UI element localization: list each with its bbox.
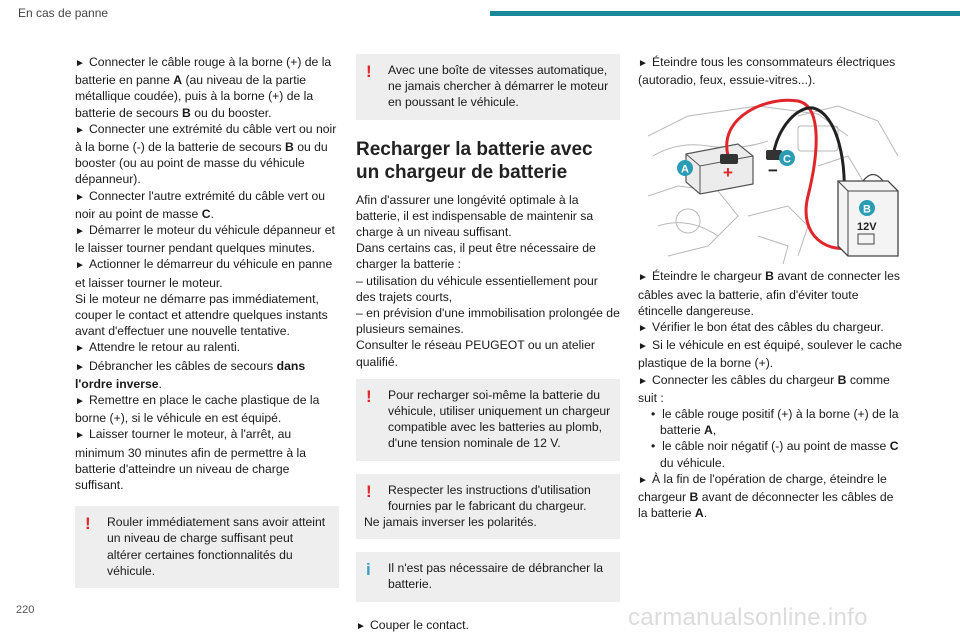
voltage-label: 12V [857, 221, 877, 233]
arrow-marker-icon: ► [75, 430, 85, 442]
warning-note-automatic: ! Avec une boîte de vitesses automatique, ne jamais chercher à démarrer le moteur en poussant le véhicule. [356, 54, 620, 120]
label-a: A [681, 163, 689, 176]
step-crank: ► Actionner le démarreur du véhicule en panne et laisser tourner le moteur. [75, 257, 333, 290]
label-b: B [863, 203, 871, 216]
step-connect-ground: ► Connecter l'autre extrémité du câble vert ou noir au point de masse C. [75, 188, 326, 221]
arrow-marker-icon: ► [75, 361, 85, 373]
text-retry: Si le moteur ne démarre pas immédiatement, couper le contact et attendre quelques instants avant d'effectuer une nouvelle tentative. [75, 291, 328, 339]
section-title: En cas de panne [18, 6, 109, 20]
text-intro: Afin d'assurer une longévité optimale à la batterie, il est indispensable de maintenir sa charge à un niveau suffisant. [356, 192, 594, 240]
step-start-helper: ► Démarrer le moteur du véhicule dépanneur et le laisser tourner pendant quelques minutes. [75, 223, 335, 256]
arrow-marker-icon: ► [638, 341, 648, 353]
arrow-marker-icon: ► [638, 58, 648, 69]
arrow-marker-icon: ► [638, 272, 648, 284]
vehicle-battery-icon [686, 144, 753, 194]
step-lift-cover: ► Si le véhicule en est équipé, soulever le cache plastique de la borne (+). [638, 338, 902, 371]
step-replace-cover: ► Remettre en place le cache plastique de la borne (+), si le véhicule en est équipé. [75, 393, 320, 426]
column-1 [75, 54, 339, 588]
step-connect-red: ► Connecter le câble rouge à la borne (+) de la batterie en panne A (au niveau de la partie métallique coudée), puis à la borne (+) de la batterie de secours B ou du booster. [75, 55, 332, 120]
case-immobilisation: – en prévision d'une immobilisation prolongée de plusieurs semaines. [356, 306, 620, 337]
section-heading: Recharger la batterie avec un chargeur de batterie [356, 138, 593, 183]
arrow-marker-icon: ► [638, 375, 648, 387]
step-connect-charger: ► Connecter les câbles du chargeur B comme suit : [638, 372, 890, 405]
warning-note-charger: ! Pour recharger soi-même la batterie du véhicule, utiliser uniquement un chargeur compatible avec les batteries au plomb, d'une tension nominale de 12 V. [356, 379, 620, 461]
info-icon: i [366, 560, 371, 580]
column-2 [356, 54, 620, 635]
page-number: 220 [16, 604, 35, 616]
case-short-trips: – utilisation du véhicule essentiellement pour des trajets courts, [356, 273, 598, 304]
step-consumers-off: ► Éteindre tous les consommateurs électriques (autoradio, feux, essuie-vitres...). [638, 55, 896, 88]
arrow-marker-icon: ► [75, 226, 85, 238]
arrow-marker-icon: ► [75, 343, 85, 355]
label-c: C [783, 153, 791, 166]
arrow-marker-icon: ► [638, 474, 648, 486]
arrow-marker-icon: ► [75, 124, 85, 136]
info-note: i Il n'est pas nécessaire de débrancher la batterie. [356, 552, 620, 601]
arrow-marker-icon: ► [638, 323, 648, 335]
step-disconnect: ► Débrancher les câbles de secours dans l'ordre inverse. [75, 358, 306, 391]
step-connect-black: ► Connecter une extrémité du câble vert ou noir à la borne (-) de la batterie de secours B ou du booster (ou au point de masse du véhicule dépanneur). [75, 121, 337, 187]
step-ignition-off: ► Couper le contact. [356, 617, 620, 635]
arrow-marker-icon: ► [356, 620, 366, 632]
arrow-marker-icon: ► [75, 191, 85, 203]
warning-icon: ! [85, 514, 91, 534]
step-charger-off: ► Éteindre le chargeur B avant de connecter les câbles avec la batterie, afin d'éviter toute étincelle dangereuse. [638, 269, 900, 318]
plus-sign: + [723, 163, 733, 182]
warning-icon: ! [366, 62, 372, 81]
step-check-cables: ► Vérifier le bon état des câbles du chargeur. [638, 319, 902, 337]
step-end-charge: ► À la fin de l'opération de charge, éteindre le chargeur B avant de déconnecter les câbles de la batterie A. [638, 471, 894, 521]
text-consult: Consulter le réseau PEUGEOT ou un atelier qualifié. [356, 338, 595, 369]
warning-note-instructions: ! Respecter les instructions d'utilisation fournies par le fabricant du chargeur. Ne jamais inverser les polarités. [356, 474, 620, 540]
arrow-marker-icon: ► [75, 260, 85, 272]
step-idle: ► Attendre le retour au ralenti. [75, 339, 339, 357]
arrow-marker-icon: ► [75, 396, 85, 408]
sub-red-cable: • le câble rouge positif (+) à la borne (+) de la batterie A, [651, 407, 899, 438]
watermark: carmanualsonline.info [628, 604, 868, 631]
warning-note: ! Rouler immédiatement sans avoir atteint un niveau de charge suffisant peut altérer certaines fonctionnalités du véhicule. [75, 506, 339, 588]
sub-black-cable: • le câble noir négatif (-) au point de masse C du véhicule. [651, 439, 899, 470]
minus-sign: − [768, 161, 778, 180]
text-cases: Dans certains cas, il peut être nécessaire de charger la batterie : [356, 241, 596, 272]
warning-icon: ! [366, 386, 372, 406]
warning-icon: ! [366, 481, 372, 501]
charger-connection-illustration [648, 96, 910, 266]
header-accent-bar [490, 11, 960, 16]
arrow-marker-icon: ► [75, 58, 85, 69]
step-run-engine: ► Laisser tourner le moteur, à l'arrêt, au minimum 30 minutes afin de permettre à la batterie d'atteindre un niveau de charge suffisant. [75, 427, 306, 493]
